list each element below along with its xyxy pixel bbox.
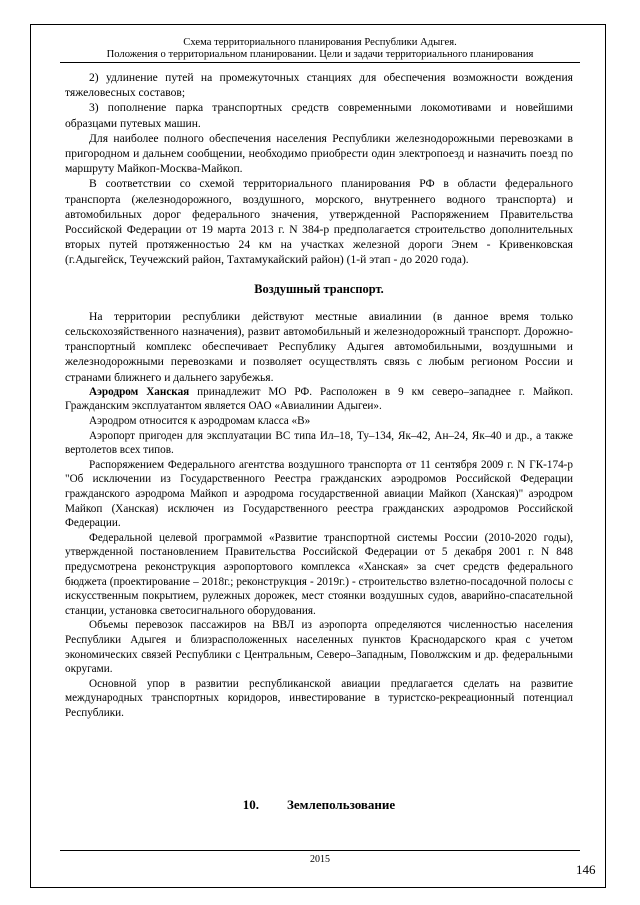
header-divider bbox=[60, 62, 580, 63]
paragraph: Объемы перевозок пассажиров на ВВЛ из аэропорта определяются численностью населения Республики Адыгея и близрасположенных населенных пунктов Краснодарского края с учетом экономических связей Республики с Центральным, Северо–Западным, Поволжским и др. федеральными округами. bbox=[65, 619, 573, 676]
paragraph: Для наиболее полного обеспечения населения Республики железнодорожными перевозками в пригородном и дальнем сообщении, необходимо приобрести один электропоезд и назначить поезд по маршруту Майкоп-Москва-Майкоп. bbox=[65, 131, 573, 176]
paragraph: Аэропорт пригоден для эксплуатации ВС типа Ил–18, Ту–134, Як–42, Ан–24, Як–40 и др., а также вертолетов всех типов. bbox=[65, 429, 573, 457]
paragraph: Аэродром относится к аэродромам класса «В» bbox=[89, 415, 311, 428]
paragraph: 2) удлинение путей на промежуточных станциях для обеспечения возможности вождения тяжеловесных составов; bbox=[65, 71, 573, 100]
running-header bbox=[60, 37, 580, 61]
footer-divider bbox=[60, 850, 580, 851]
chapter-number: 10. bbox=[242, 797, 260, 812]
chapter-heading bbox=[65, 797, 573, 813]
paragraph: Федеральной целевой программой «Развитие транспортной системы России (2010-2020 годы), утвержденной постановлением Правительства Российской Федерации от 5 декабря 2001 г. N 848 предусмотрена реконструкция аэропортового комплекса «Ханская» за счет средств федерального бюджета (проектирование – 2018г.; реконструкция - 2019г.) - строительство взлетно-посадочной полосы с искусственным покрытием, рулежных дорожек, мест стоянки воздушных судов, аварийно-спасательной станции, установка светосигнального оборудования. bbox=[65, 531, 573, 617]
header-subtitle: Положения о территориальном планировании. Цели и задачи территориального планирования bbox=[106, 49, 534, 60]
document-body bbox=[65, 70, 573, 721]
chapter-title: Землепользование bbox=[287, 797, 396, 812]
paragraph bbox=[65, 385, 573, 414]
footer-year: 2015 bbox=[310, 854, 330, 865]
paragraph: На территории республики действуют местные авиалинии (в данное время только сельскохозяйственного назначения), развит автомобильный и железнодорожный транспорт. Дорожно-транспортный комплекс обеспечивает Республику Адыгея автомобильными, воздушными и железнодорожными перевозками и позволяет осуществлять связь с любым регионом России и странами ближнего и дальнего зарубежья. bbox=[65, 309, 573, 384]
paragraph: Основной упор в развитии республиканской авиации предлагается сделать на развитие международных транспортных коридоров, инвестирование в туристско-рекреационный потенциал Республики. bbox=[65, 677, 573, 719]
airport-description: принадлежит МО РФ. Расположен в 9 км северо–западнее г. Майкоп. Гражданским эксплуатантом является ОАО «Авиалинии Адыгеи». bbox=[65, 385, 573, 413]
page-number: 146 bbox=[576, 862, 596, 877]
header-title: Схема территориального планирования Республики Адыгея. bbox=[183, 37, 457, 48]
paragraph: В соответствии со схемой территориального планирования РФ в области федерального транспорта (железнодорожного, воздушного, морского, внутреннего водного транспорта) и автомобильных дорог федерального значения, утвержденной Распоряжением Правительства Российской Федерации от 19 марта 2013 г. N 384-р предполагается строительство дополнительных вторых путей протяженностью 24 км на участках железной дороги Энем - Кривенковская (г.Адыгейск, Теучежский район, Тахтамукайский район) (1-й этап - до 2020 года). bbox=[65, 177, 573, 267]
paragraph: Распоряжением Федерального агентства воздушного транспорта от 11 сентября 2009 г. N ГК-174-р "Об исключении из Государственного Реестра гражданских аэродромов Российской Федерации гражданского аэродрома Майкоп и аэродрома государственной авиации Майкоп (Ханская)" аэродром Майкоп (Ханская) исключен из Государственного реестра гражданских аэродромов Российской Федерации. bbox=[65, 458, 573, 530]
section-heading: Воздушный транспорт. bbox=[254, 281, 384, 296]
paragraph: 3) пополнение парка транспортных средств современными локомотивами и новейшими образцами путевых машин. bbox=[65, 101, 573, 130]
airport-name: Аэродром Ханская bbox=[89, 385, 190, 398]
